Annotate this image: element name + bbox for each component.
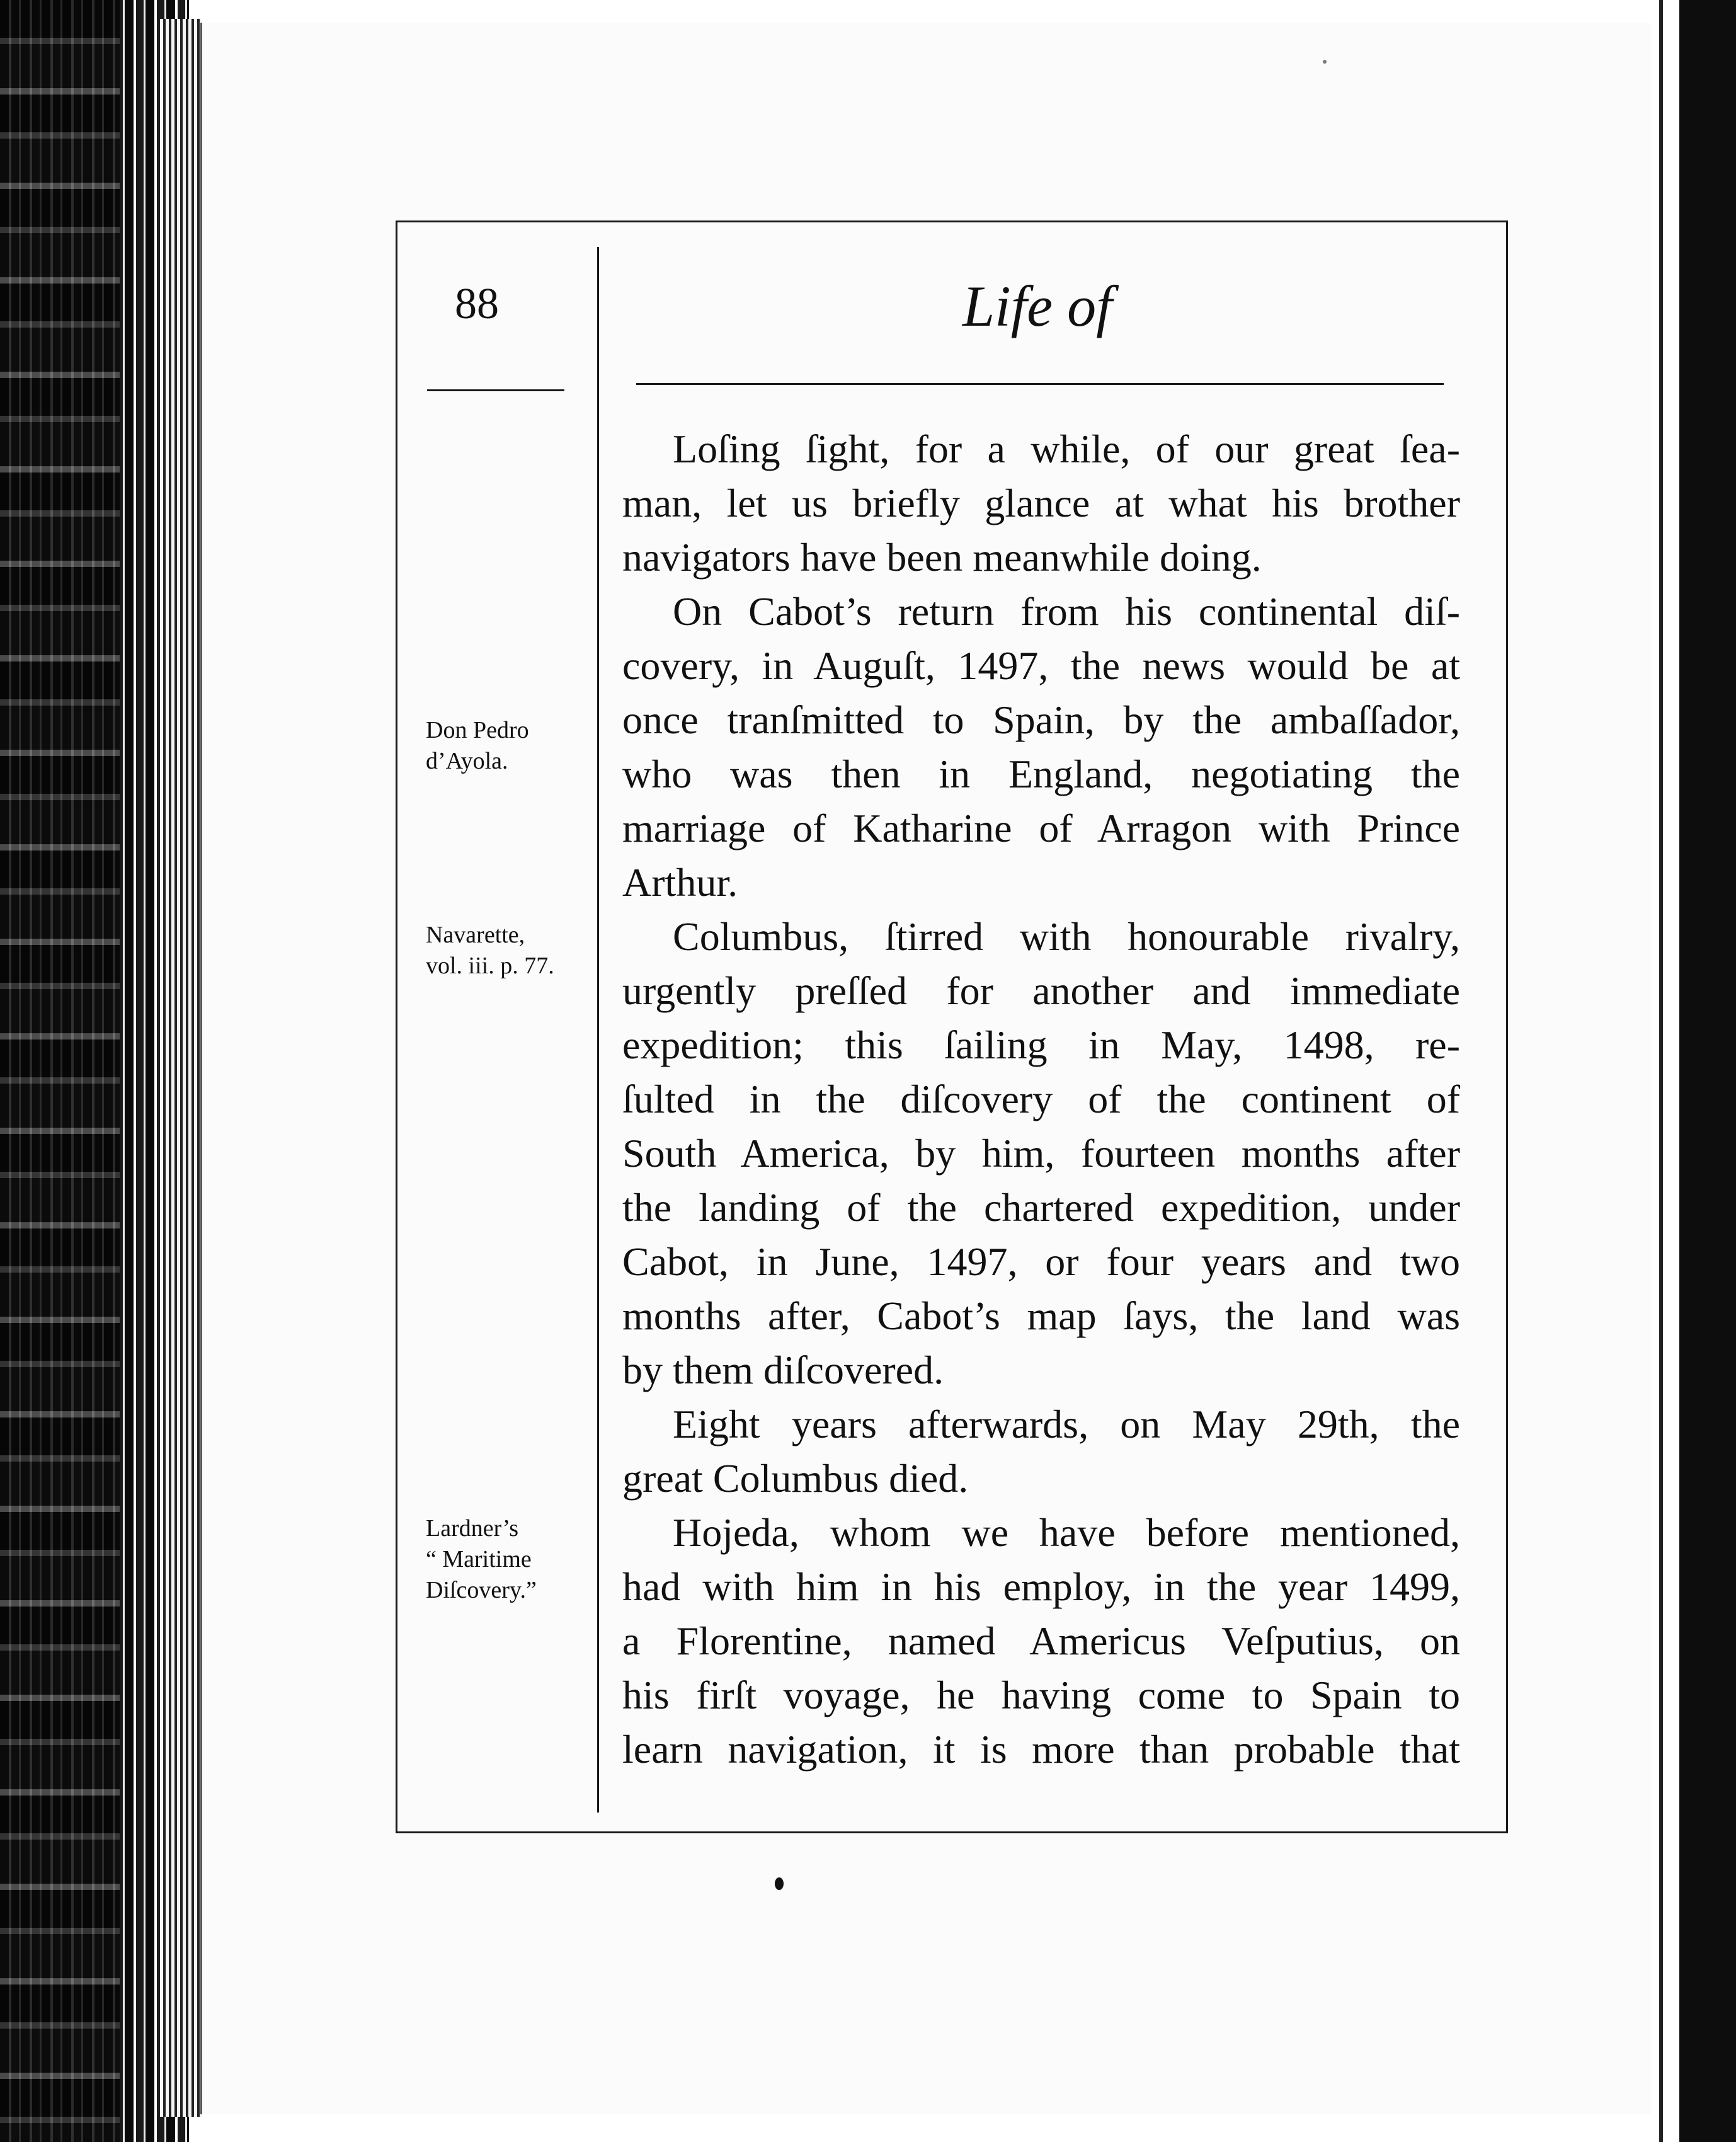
body-line: ſulted in the diſcovery of the continent of [622,1077,1460,1121]
paper-speck [1323,60,1327,64]
body-line: covery, in Auguſt, 1497, the news would be at [622,643,1460,688]
book-fore-edge-shading [0,0,120,2142]
body-line: learn navigation, it is more than probable that [622,1727,1460,1772]
body-line: On Cabot’s return from his continental diſ- [673,589,1460,634]
body-line: Cabot, in June, 1497, or four years and two [622,1239,1460,1284]
body-line: who was then in England, negotiating the [622,752,1460,796]
facing-page-edge [1654,0,1736,2142]
body-line: man, let us briefly glance at what his brother [622,481,1460,525]
margin-note-line: Lardner’s [426,1515,519,1542]
body-line: by them diſcovered. [622,1348,944,1392]
body-line: marriage of Katharine of Arragon with Prince [622,806,1460,850]
header-rule-margin [427,389,564,391]
body-line: Columbus, ſtirred with honourable rivalry, [673,914,1460,959]
body-line: his firſt voyage, he having come to Spain to [622,1673,1460,1717]
margin-column-divider [597,247,599,1813]
margin-note-ayola [426,715,529,777]
body-line: navigators have been meanwhile doing. [622,535,1262,580]
margin-note-line: “ Maritime [426,1546,532,1572]
body-line: expedition; this ſailing in May, 1498, re- [622,1022,1460,1067]
body-line: Eight years afterwards, on May 29th, the [673,1402,1460,1446]
body-line: Loſing ſight, for a while, of our great ſea- [673,427,1460,471]
body-line: the landing of the chartered expedition, under [622,1185,1460,1230]
body-line: months after, Cabot’s map ſays, the land was [622,1293,1460,1338]
body-line: had with him in his employ, in the year 1499, [622,1564,1460,1609]
header-rule-main [636,383,1444,385]
body-line: urgently preſſed for another and immediate [622,968,1460,1013]
margin-note-line: d’Ayola. [426,748,508,774]
body-line: once tranſmitted to Spain, by the ambaſſador, [622,697,1460,742]
body-text [622,422,1460,1777]
body-line: Arthur. [622,860,738,905]
ink-speck [775,1877,784,1890]
body-line: a Florentine, named Americus Veſputius, on [622,1618,1460,1663]
body-line: South America, by him, fourteen months after [622,1131,1460,1176]
body-line: great Columbus died. [622,1456,969,1501]
margin-note-lardner [426,1513,537,1606]
margin-note-line: Navarette, [426,922,525,948]
running-head: Life of [962,274,1112,338]
page-number: 88 [455,280,499,328]
page-stack-edges [157,19,202,2117]
margin-note-line: Diſcovery.” [426,1577,537,1603]
body-line: Hojeda, whom we have before mentioned, [673,1510,1460,1555]
margin-note-line: vol. iii. p. 77. [426,953,554,979]
margin-note-line: Don Pedro [426,717,529,743]
margin-note-navarette [426,920,554,982]
